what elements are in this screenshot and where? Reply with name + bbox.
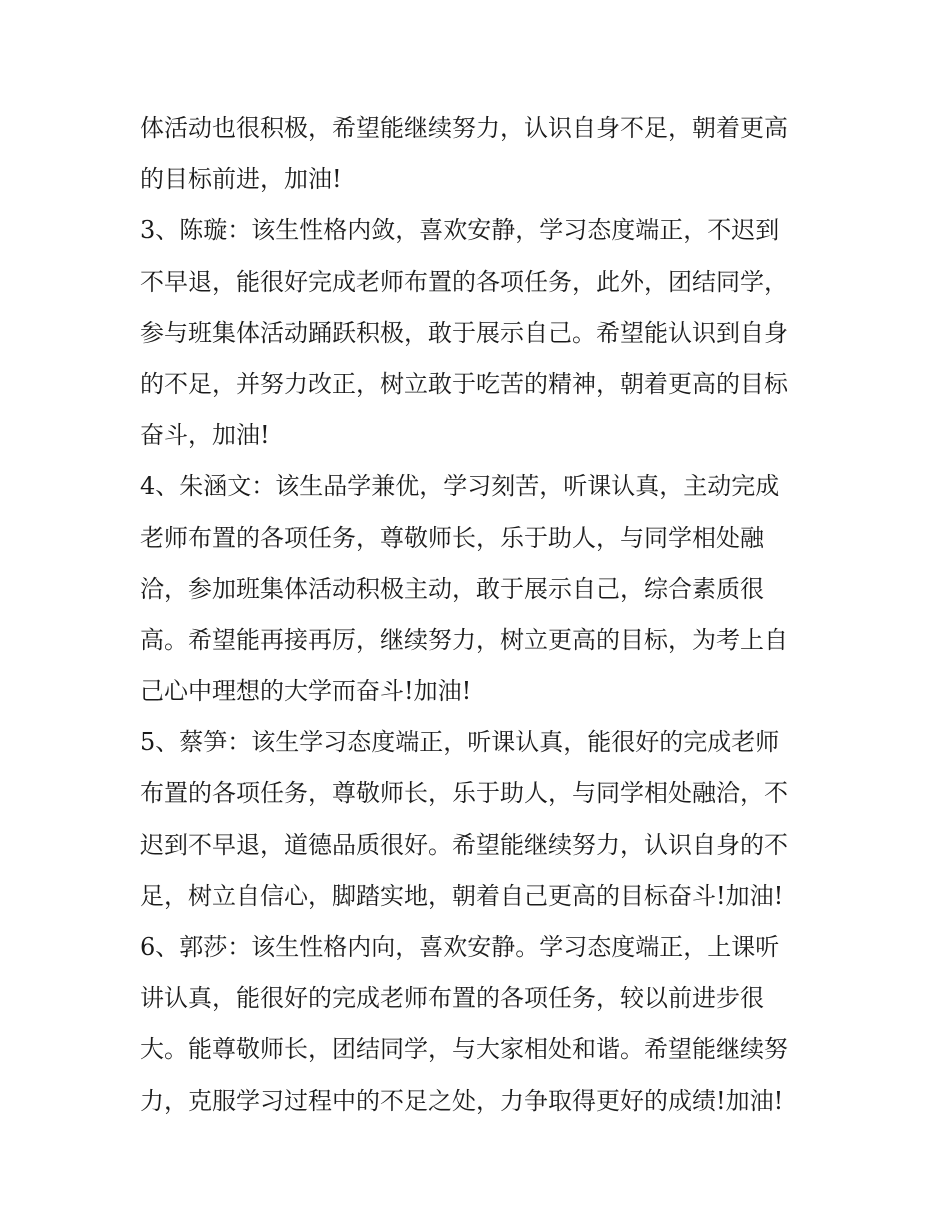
text-line-20: 力，克服学习过程中的不足之处，力争取得更好的成绩!加油! [140, 1086, 784, 1115]
text-line-17: 6、郭莎：该生性格内向，喜欢安静。学习态度端正，上课听 [140, 933, 780, 961]
text-line-7: 奋斗，加油! [140, 421, 270, 450]
text-line-8: 4、朱涵文：该生品学兼优，学习刻苦，听课认真，主动完成 [140, 472, 780, 501]
text-line-10: 洽，参加班集体活动积极主动，敢于展示自己，综合素质很 [140, 574, 764, 603]
text-line-16: 足，树立自信心，脚踏实地，朝着自己更高的目标奋斗!加油! [140, 881, 784, 910]
text-line-14: 布置的各项任务，尊敬师长，乐于助人，与同学相处融洽，不 [140, 779, 788, 808]
text-line-1: 体活动也很积极，希望能继续努力，认识自身不足，朝着更高 [140, 114, 788, 142]
document-body [140, 103, 820, 1127]
text-line-19: 大。能尊敬师长，团结同学，与大家相处和谐。希望能继续努 [140, 1035, 788, 1064]
text-line-13: 5、蔡笋：该生学习态度端正，听课认真，能很好的完成老师 [140, 728, 780, 757]
text-line-12: 己心中理想的大学而奋斗!加油! [140, 677, 472, 706]
text-line-5: 参与班集体活动踊跃积极，敢于展示自己。希望能认识到自身 [140, 318, 788, 347]
text-line-3: 3、陈璇：该生性格内敛，喜欢安静，学习态度端正，不迟到 [140, 216, 780, 245]
text-line-6: 的不足，并努力改正，树立敢于吃苦的精神，朝着更高的目标 [140, 369, 788, 398]
text-line-2: 的目标前进，加油! [140, 165, 342, 194]
text-line-9: 老师布置的各项任务，尊敬师长，乐于助人，与同学相处融 [140, 523, 764, 552]
text-line-11: 高。希望能再接再厉，继续努力，树立更高的目标，为考上自 [140, 625, 788, 654]
text-line-15: 迟到不早退，道德品质很好。希望能继续努力，认识自身的不 [140, 830, 788, 859]
text-line-18: 讲认真，能很好的完成老师布置的各项任务，较以前进步很 [140, 984, 764, 1013]
text-line-4: 不早退，能很好完成老师布置的各项任务，此外，团结同学， [140, 267, 788, 296]
